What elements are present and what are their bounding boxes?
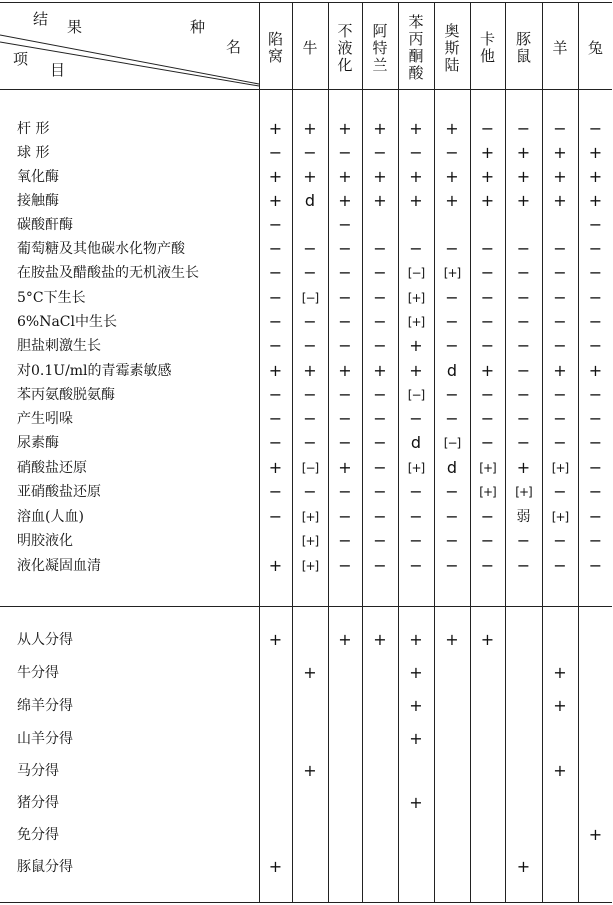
- column-divider: [398, 2, 399, 902]
- table-cell: +: [409, 696, 423, 715]
- table-cell: [+]: [551, 510, 569, 524]
- table-cell: [+]: [407, 315, 425, 329]
- row-label: 免分得: [17, 827, 59, 843]
- table-cell: −: [409, 482, 423, 501]
- table-cell: −: [445, 312, 459, 331]
- table-cell: −: [373, 239, 387, 258]
- table-cell: [+]: [301, 510, 319, 524]
- table-cell: −: [373, 312, 387, 331]
- table-cell: −: [303, 482, 317, 501]
- row-label: 接触酶: [17, 193, 59, 209]
- row-label: 产生吲哚: [17, 411, 73, 427]
- row-label: 5°C下生长: [17, 290, 86, 306]
- table-cell: −: [303, 433, 317, 452]
- table-cell: −: [516, 409, 531, 428]
- table-cell: −: [445, 288, 459, 307]
- table-cell: −: [516, 336, 531, 355]
- column-header-char: 酮: [408, 47, 424, 65]
- table-cell: −: [480, 556, 495, 575]
- table-cell: +: [268, 167, 283, 186]
- table-cell: +: [553, 167, 567, 186]
- table-cell: +: [445, 167, 459, 186]
- table-cell: −: [373, 482, 387, 501]
- table-cell: +: [373, 191, 387, 210]
- table-cell: [+]: [301, 534, 319, 548]
- table-cell: −: [303, 143, 317, 162]
- table-cell: −: [338, 143, 352, 162]
- table-cell: [−]: [407, 266, 425, 280]
- table-cell: −: [445, 336, 459, 355]
- table-cell: −: [588, 458, 603, 477]
- table-cell: +: [409, 191, 423, 210]
- table-cell: −: [516, 556, 531, 575]
- table-cell: −: [373, 336, 387, 355]
- column-divider: [362, 2, 363, 902]
- table-cell: +: [480, 361, 495, 380]
- table-cell: −: [373, 531, 387, 550]
- table-cell: −: [373, 409, 387, 428]
- column-divider: [259, 2, 260, 902]
- row-label: 碳酸酐酶: [17, 217, 73, 233]
- table-cell: +: [480, 143, 495, 162]
- row-label: 明胶液化: [17, 533, 73, 549]
- table-cell: −: [588, 263, 603, 282]
- table-cell: d: [410, 433, 422, 452]
- column-divider: [292, 2, 293, 902]
- table-cell: [+]: [301, 559, 319, 573]
- table-cell: +: [516, 191, 531, 210]
- table-cell: +: [338, 630, 352, 649]
- column-header-3: [362, 8, 398, 88]
- table-cell: −: [409, 143, 423, 162]
- table-cell: −: [338, 263, 352, 282]
- column-header-char: 兔: [587, 38, 603, 57]
- table-cell: +: [303, 361, 317, 380]
- table-cell: +: [409, 336, 423, 355]
- row-label: 氧化酶: [17, 169, 59, 185]
- table-cell: +: [373, 167, 387, 186]
- table-cell: [+]: [407, 291, 425, 305]
- column-header-char: 斯: [444, 38, 460, 57]
- table-cell: −: [268, 239, 283, 258]
- table-cell: −: [338, 556, 352, 575]
- table-cell: −: [409, 556, 423, 575]
- table-cell: −: [445, 385, 459, 404]
- row-label: 葡萄糖及其他碳水化物产酸: [17, 241, 185, 257]
- table-cell: −: [303, 312, 317, 331]
- row-label: 尿素酶: [17, 435, 59, 451]
- row-label: 硝酸盐还原: [17, 460, 87, 476]
- column-divider: [328, 2, 329, 902]
- table-cell: +: [409, 630, 423, 649]
- table-cell: +: [516, 458, 531, 477]
- column-divider: [542, 2, 543, 902]
- table-cell: d: [304, 191, 316, 210]
- table-cell: +: [445, 630, 459, 649]
- table-cell: −: [588, 119, 603, 138]
- table-cell: [+]: [479, 461, 496, 475]
- table-cell: +: [268, 458, 283, 477]
- table-cell: −: [553, 385, 567, 404]
- table-cell: +: [268, 857, 283, 876]
- table-cell: +: [303, 761, 317, 780]
- table-cell: +: [303, 167, 317, 186]
- header-bottom-rule: [0, 89, 612, 90]
- table-cell: −: [268, 336, 283, 355]
- table-cell: −: [480, 288, 495, 307]
- column-header-4: [398, 8, 434, 88]
- corner-top-2: 果: [67, 18, 83, 36]
- table-cell: +: [373, 119, 387, 138]
- table-cell: +: [516, 167, 531, 186]
- column-header-5: [434, 8, 470, 88]
- corner-right-2: 名: [226, 38, 242, 56]
- table-cell: [−]: [301, 291, 319, 305]
- table-cell: +: [553, 143, 567, 162]
- row-label: 苯丙氨酸脱氨酶: [17, 387, 115, 403]
- table-cell: −: [516, 531, 531, 550]
- table-cell: −: [303, 239, 317, 258]
- table-cell: −: [373, 263, 387, 282]
- table-cell: +: [588, 167, 603, 186]
- table-cell: −: [480, 239, 495, 258]
- table-cell: −: [268, 312, 283, 331]
- table-cell: −: [480, 409, 495, 428]
- column-header-char: 苯: [408, 13, 424, 31]
- column-header-1: [292, 8, 328, 88]
- table-cell: −: [445, 143, 459, 162]
- table-cell: −: [516, 385, 531, 404]
- column-header-char: 奥: [444, 21, 460, 40]
- table-cell: +: [409, 119, 423, 138]
- table-cell: −: [553, 556, 567, 575]
- column-header-char: 豚: [515, 30, 531, 48]
- table-cell: +: [409, 729, 423, 748]
- table-cell: −: [409, 239, 423, 258]
- column-header-char: 窝: [267, 47, 283, 65]
- table-cell: −: [268, 143, 283, 162]
- column-header-8: [542, 8, 578, 88]
- table-cell: −: [338, 507, 352, 526]
- table-cell: −: [338, 482, 352, 501]
- table-cell: [+]: [515, 485, 532, 499]
- row-label: 山羊分得: [17, 731, 73, 747]
- table-cell: +: [303, 663, 317, 682]
- table-cell: −: [588, 336, 603, 355]
- table-cell: d: [446, 361, 458, 380]
- table-cell: −: [588, 556, 603, 575]
- table-cell: −: [588, 409, 603, 428]
- row-label: 对0.1U/ml的青霉素敏感: [17, 363, 172, 379]
- table-cell: +: [409, 663, 423, 682]
- table-cell: +: [516, 143, 531, 162]
- table-cell: −: [516, 119, 531, 138]
- column-header-6: [470, 8, 505, 88]
- row-label: 马分得: [17, 763, 59, 779]
- table-cell: +: [588, 143, 603, 162]
- table-cell: −: [516, 288, 531, 307]
- row-label: 猪分得: [17, 795, 59, 811]
- table-cell: +: [480, 191, 495, 210]
- table-cell: −: [338, 385, 352, 404]
- column-divider: [470, 2, 471, 902]
- column-header-char: 他: [479, 47, 495, 65]
- table-cell: +: [480, 630, 495, 649]
- column-header-char: 不: [337, 21, 353, 40]
- corner-bottom-1: 项: [13, 50, 29, 68]
- row-label: 溶血(人血): [17, 509, 84, 525]
- table-cell: +: [516, 857, 531, 876]
- row-label: 杆 形: [17, 121, 50, 137]
- corner-bottom-2: 目: [50, 61, 66, 79]
- table-cell: +: [588, 825, 603, 844]
- table-cell: −: [553, 409, 567, 428]
- column-header-char: 酸: [408, 64, 424, 82]
- table-cell: +: [553, 191, 567, 210]
- table-cell: −: [268, 385, 283, 404]
- table-cell: −: [268, 433, 283, 452]
- table-cell: +: [303, 119, 317, 138]
- table-cell: −: [553, 263, 567, 282]
- table-cell: −: [409, 507, 423, 526]
- column-divider: [434, 2, 435, 902]
- section-divider-rule: [0, 606, 612, 607]
- table-cell: −: [588, 215, 603, 234]
- table-cell: −: [373, 433, 387, 452]
- table-cell: −: [588, 288, 603, 307]
- table-cell: −: [268, 507, 283, 526]
- table-cell: −: [373, 458, 387, 477]
- table-cell: +: [553, 663, 567, 682]
- table-cell: +: [268, 119, 283, 138]
- table-cell: d: [446, 458, 458, 477]
- corner-top-1: 结: [33, 10, 49, 28]
- table-bottom-rule: [0, 902, 612, 903]
- table-cell: −: [588, 531, 603, 550]
- column-header-char: 鼠: [515, 47, 531, 65]
- table-cell: +: [338, 458, 352, 477]
- table-cell: −: [516, 361, 531, 380]
- table-cell: [−]: [407, 388, 425, 402]
- table-cell: −: [338, 433, 352, 452]
- table-cell: −: [303, 385, 317, 404]
- column-header-char: 羊: [552, 38, 568, 57]
- table-cell: −: [338, 312, 352, 331]
- table-cell: −: [480, 336, 495, 355]
- table-cell: −: [303, 263, 317, 282]
- column-divider: [578, 2, 579, 902]
- column-header-char: 陷: [267, 30, 283, 48]
- table-cell: +: [268, 191, 283, 210]
- table-cell: −: [480, 312, 495, 331]
- table-cell: −: [480, 385, 495, 404]
- table-cell: +: [445, 191, 459, 210]
- table-cell: −: [268, 263, 283, 282]
- table-cell: −: [445, 409, 459, 428]
- table-cell: −: [373, 507, 387, 526]
- table-cell: −: [553, 482, 567, 501]
- table-cell: −: [588, 433, 603, 452]
- table-cell: −: [338, 239, 352, 258]
- table-cell: −: [268, 215, 283, 234]
- table-cell: −: [338, 288, 352, 307]
- table-cell: +: [338, 167, 352, 186]
- table-cell: −: [553, 433, 567, 452]
- table-cell: +: [445, 119, 459, 138]
- table-cell: −: [480, 119, 495, 138]
- table-cell: +: [553, 761, 567, 780]
- table-cell: +: [553, 361, 567, 380]
- table-cell: +: [373, 630, 387, 649]
- table-cell: −: [516, 433, 531, 452]
- row-label: 从人分得: [17, 632, 73, 648]
- column-header-7: [505, 8, 542, 88]
- table-cell: −: [588, 385, 603, 404]
- row-label: 液化凝固血清: [17, 558, 101, 574]
- table-cell: −: [553, 239, 567, 258]
- column-header-9: [578, 8, 613, 88]
- table-cell: −: [303, 409, 317, 428]
- table-cell: +: [268, 630, 283, 649]
- table-cell: −: [553, 312, 567, 331]
- table-cell: −: [409, 531, 423, 550]
- table-cell: −: [373, 556, 387, 575]
- column-header-2: [328, 8, 362, 88]
- table-cell: +: [409, 167, 423, 186]
- table-cell: −: [588, 507, 603, 526]
- row-label: 亚硝酸盐还原: [17, 484, 101, 500]
- table-cell: +: [268, 361, 283, 380]
- table-cell: +: [553, 696, 567, 715]
- table-cell: −: [553, 336, 567, 355]
- table-cell: −: [516, 263, 531, 282]
- table-cell: −: [516, 239, 531, 258]
- table-cell: −: [409, 409, 423, 428]
- table-cell: −: [303, 336, 317, 355]
- table-cell: +: [338, 119, 352, 138]
- column-divider: [505, 2, 506, 902]
- table-cell: +: [480, 167, 495, 186]
- table-cell: −: [553, 531, 567, 550]
- table-cell: −: [445, 531, 459, 550]
- table-cell: −: [338, 531, 352, 550]
- table-cell: −: [373, 385, 387, 404]
- table-cell: +: [588, 191, 603, 210]
- table-cell: −: [445, 239, 459, 258]
- table-cell: +: [338, 191, 352, 210]
- column-header-char: 陆: [444, 55, 460, 74]
- table-cell: [+]: [443, 266, 461, 280]
- corner-header: [0, 2, 259, 88]
- table-cell: −: [553, 288, 567, 307]
- table-cell: +: [409, 793, 423, 812]
- table-cell: −: [480, 531, 495, 550]
- column-header-char: 特: [372, 38, 388, 57]
- corner-right-1: 种: [190, 18, 206, 36]
- column-header-0: [259, 8, 292, 88]
- column-header-char: 卡: [479, 30, 495, 48]
- table-cell: −: [588, 482, 603, 501]
- row-label: 绵羊分得: [17, 698, 73, 714]
- row-label: 在胺盐及醋酸盐的无机液生长: [17, 265, 199, 281]
- table-cell: [−]: [301, 461, 319, 475]
- table-cell: −: [338, 215, 352, 234]
- table-cell: −: [480, 507, 495, 526]
- table-cell: −: [268, 482, 283, 501]
- table-top-rule: [0, 2, 612, 3]
- table-cell: −: [445, 482, 459, 501]
- table-cell: −: [588, 239, 603, 258]
- column-header-char: 兰: [372, 55, 388, 74]
- row-label: 豚鼠分得: [17, 859, 73, 875]
- table-cell: −: [373, 143, 387, 162]
- table-cell: −: [373, 288, 387, 307]
- table-cell: −: [268, 288, 283, 307]
- table-cell: [+]: [551, 461, 569, 475]
- table-cell: −: [516, 312, 531, 331]
- table-cell: [+]: [479, 485, 496, 499]
- table-cell: −: [480, 433, 495, 452]
- column-header-char: 牛: [302, 38, 318, 57]
- table-cell: [+]: [407, 461, 425, 475]
- table-cell: +: [268, 556, 283, 575]
- table-cell: −: [338, 336, 352, 355]
- table-cell: −: [445, 556, 459, 575]
- column-header-char: 液: [337, 38, 353, 57]
- table-cell: −: [480, 263, 495, 282]
- table-cell: +: [373, 361, 387, 380]
- column-header-char: 化: [337, 55, 353, 74]
- table-cell: −: [268, 409, 283, 428]
- table-cell: +: [338, 361, 352, 380]
- table-cell: 弱: [516, 509, 531, 525]
- table-cell: −: [445, 507, 459, 526]
- column-header-char: 阿: [372, 21, 388, 40]
- table-cell: −: [338, 409, 352, 428]
- table-cell: +: [409, 361, 423, 380]
- table-cell: −: [553, 119, 567, 138]
- table-cell: −: [588, 312, 603, 331]
- row-label: 6%NaCl中生长: [17, 314, 117, 330]
- column-header-char: 丙: [408, 30, 424, 48]
- table-cell: [−]: [443, 436, 461, 450]
- row-label: 球 形: [17, 145, 50, 161]
- row-label: 牛分得: [17, 665, 59, 681]
- table-cell: +: [588, 361, 603, 380]
- row-label: 胆盐刺激生长: [17, 338, 101, 354]
